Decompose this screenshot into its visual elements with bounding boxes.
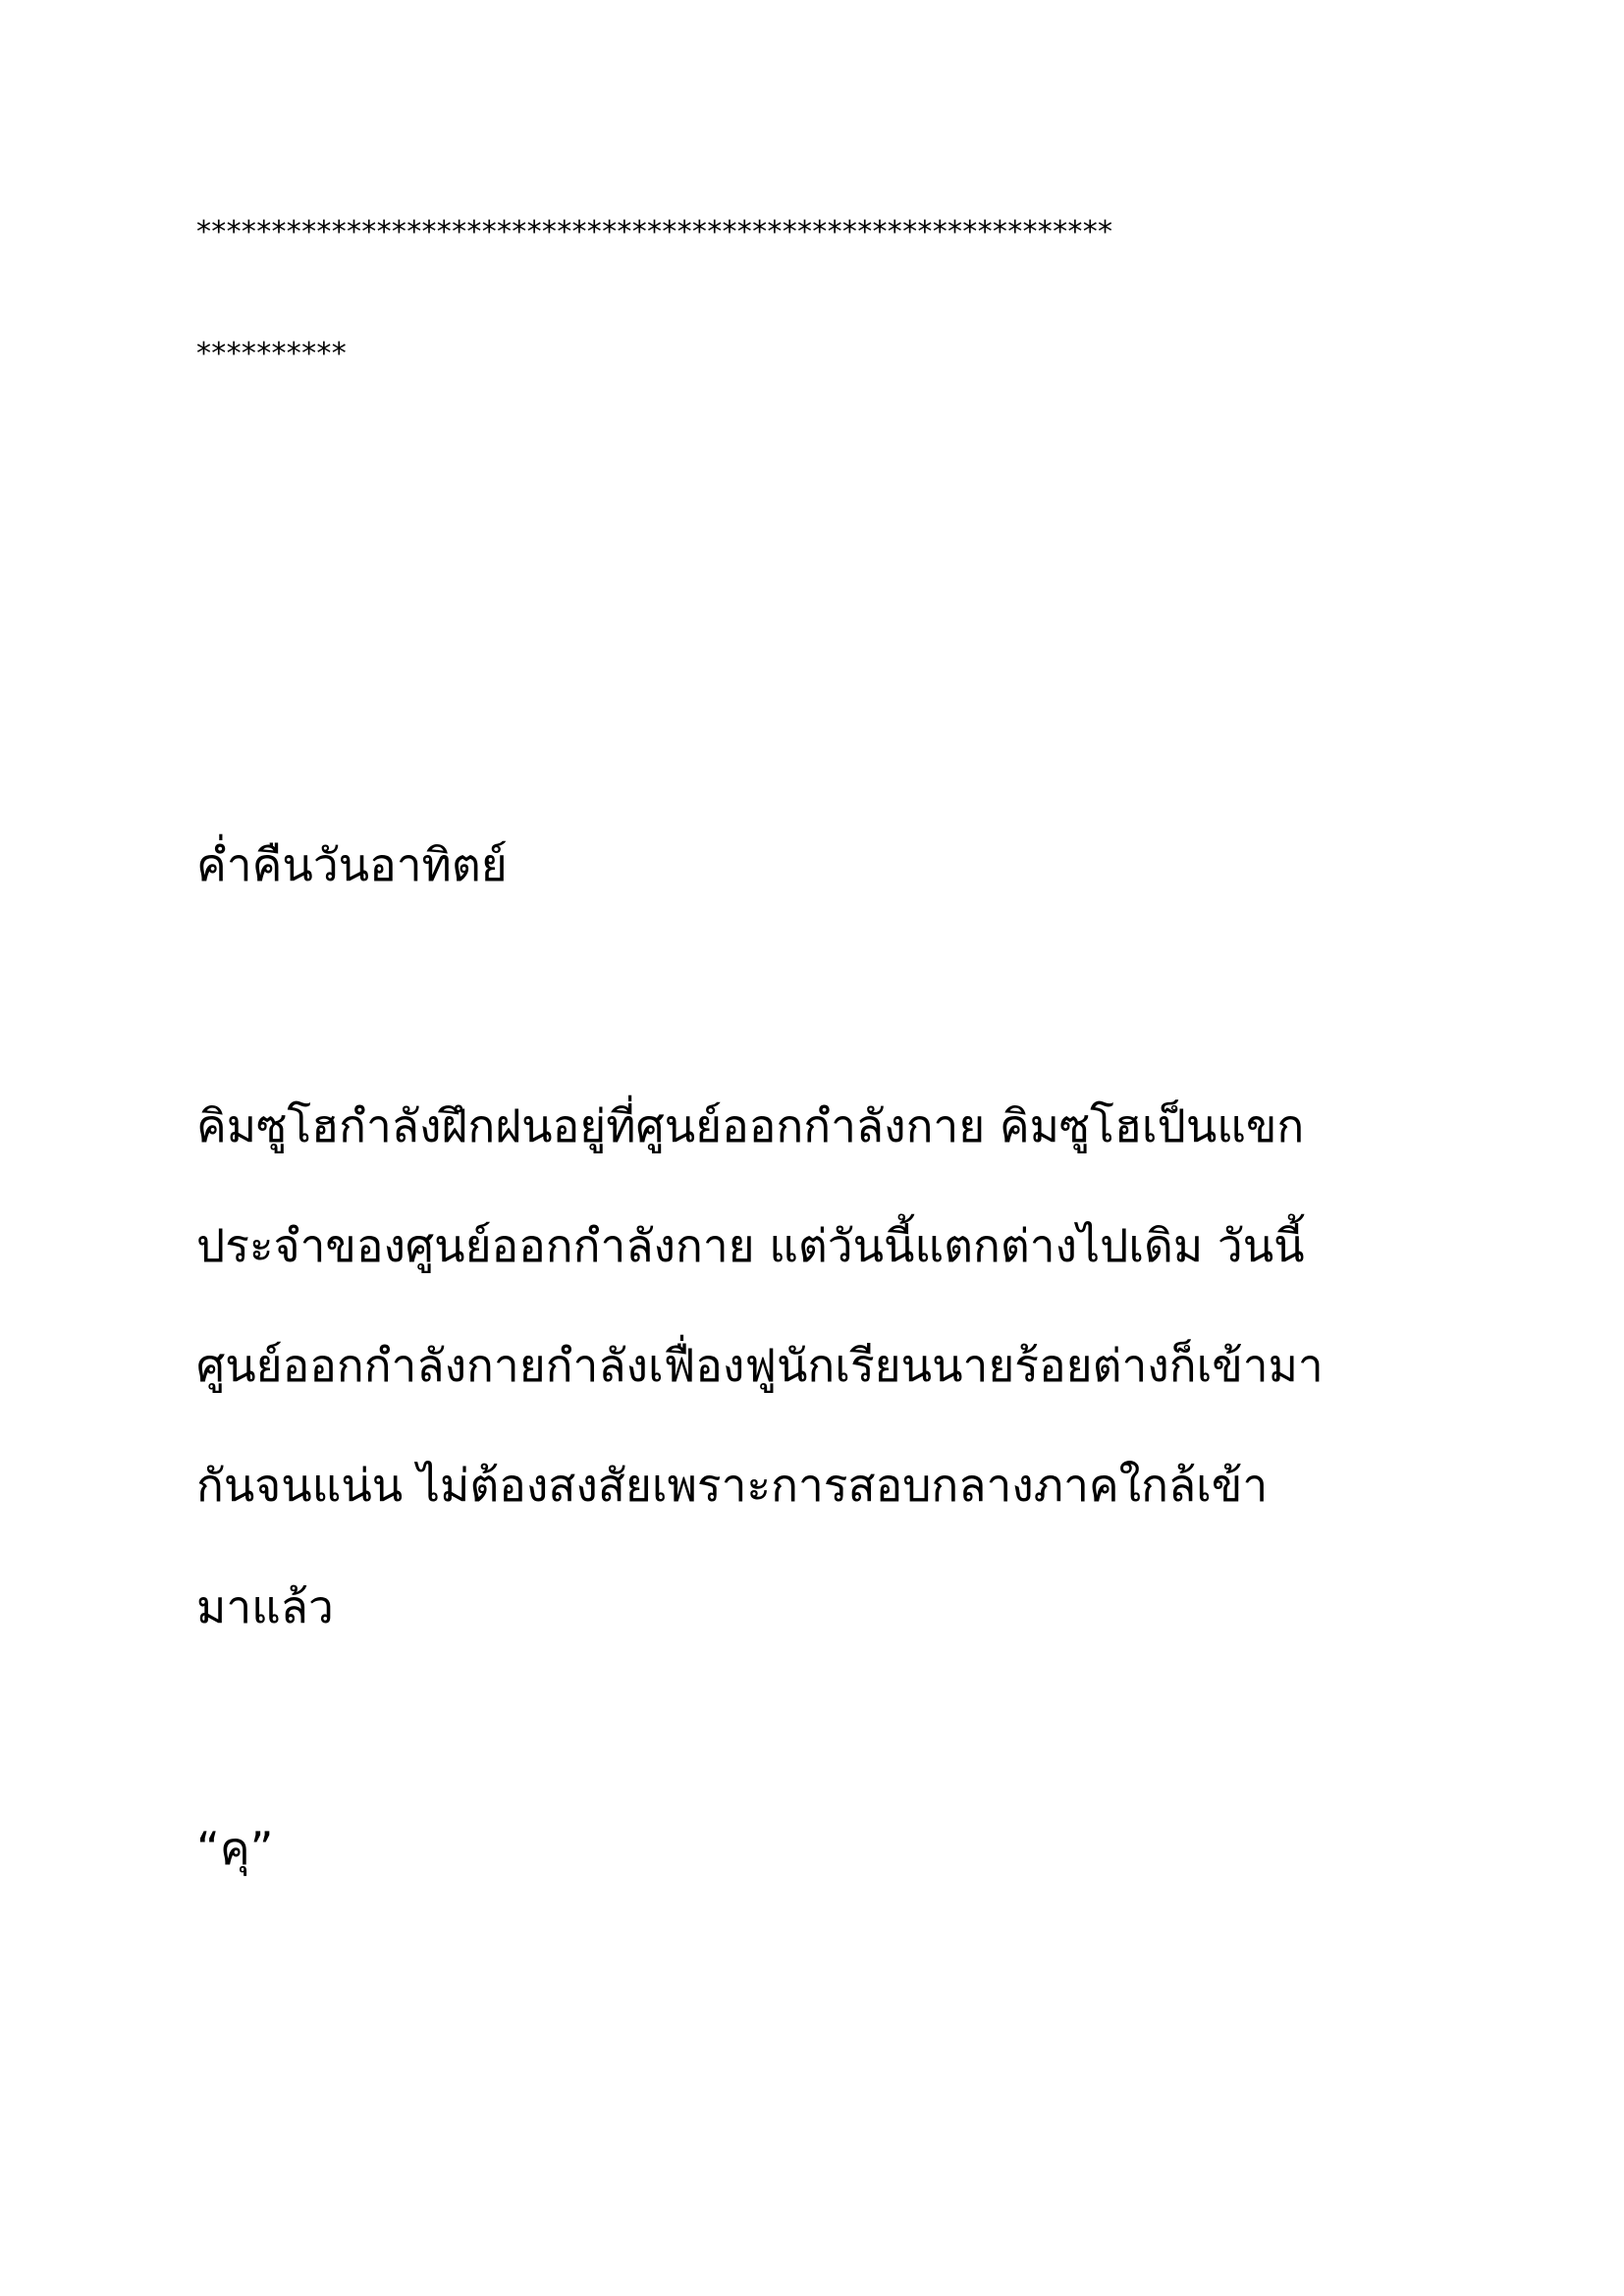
section-heading: ค่ำคืนวันอาทิตย์ <box>196 838 508 891</box>
paragraph-line: กันจนแน่น ไม่ต้องสงสัยเพราะการสอบกลางภาคใกล้เข้า <box>196 1459 1269 1512</box>
paragraph-line: ประจำของศูนย์ออกกำลังกาย แต่วันนี้แตกต่างไปเดิม วันนี้ <box>196 1219 1305 1272</box>
dialogue-line: “คุ” <box>196 1822 274 1875</box>
separator-line: ********** <box>196 337 347 371</box>
paragraph-line: ศูนย์ออกกำลังกายกำลังเฟื่องฟูนักเรียนนายร้อยต่างก็เข้ามา <box>196 1339 1324 1392</box>
separator-line: ************************************************************* <box>196 215 1113 249</box>
paragraph-line: มาแล้ว <box>196 1580 334 1633</box>
paragraph-line: คิมซูโฮกำลังฝึกฝนอยู่ที่ศูนย์ออกกำลังกาย คิมซูโฮเป็นแขก <box>196 1099 1305 1152</box>
